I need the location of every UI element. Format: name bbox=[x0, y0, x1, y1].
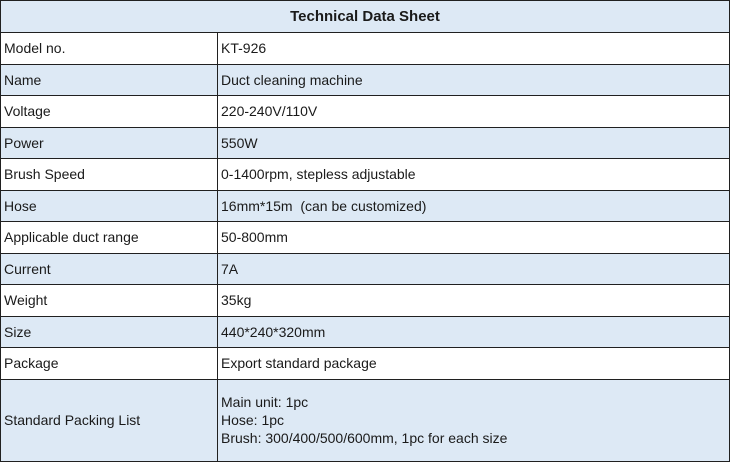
row-label: Size bbox=[1, 316, 218, 348]
row-value: 7A bbox=[218, 253, 730, 285]
row-label: Weight bbox=[1, 285, 218, 317]
row-value: 440*240*320mm bbox=[218, 316, 730, 348]
table-row bbox=[1, 379, 730, 461]
sheet-title: Technical Data Sheet bbox=[1, 1, 730, 33]
table-row bbox=[1, 316, 730, 348]
row-label: Brush Speed bbox=[1, 159, 218, 191]
table-row bbox=[1, 33, 730, 65]
row-label: Applicable duct range bbox=[1, 222, 218, 254]
row-label: Standard Packing List bbox=[1, 379, 218, 461]
table-row bbox=[1, 96, 730, 128]
row-value: KT-926 bbox=[218, 33, 730, 65]
table-row bbox=[1, 253, 730, 285]
row-value: 0-1400rpm, stepless adjustable bbox=[218, 159, 730, 191]
row-label: Voltage bbox=[1, 96, 218, 128]
row-label: Model no. bbox=[1, 33, 218, 65]
row-label: Current bbox=[1, 253, 218, 285]
row-value: 16mm*15m (can be customized) bbox=[218, 190, 730, 222]
table-row bbox=[1, 348, 730, 380]
row-value: Export standard package bbox=[218, 348, 730, 380]
row-value-multiline bbox=[218, 379, 730, 461]
table-row bbox=[1, 159, 730, 191]
table-row bbox=[1, 127, 730, 159]
title-row bbox=[1, 1, 730, 33]
packing-list-line: Brush: 300/400/500/600mm, 1pc for each size bbox=[221, 430, 508, 446]
packing-list-line: Hose: 1pc bbox=[221, 412, 285, 428]
row-value: 35kg bbox=[218, 285, 730, 317]
table-row bbox=[1, 222, 730, 254]
packing-list-line: Main unit: 1pc bbox=[221, 394, 309, 410]
row-label: Name bbox=[1, 64, 218, 96]
table-row bbox=[1, 190, 730, 222]
row-value: Duct cleaning machine bbox=[218, 64, 730, 96]
table-row bbox=[1, 64, 730, 96]
row-value: 550W bbox=[218, 127, 730, 159]
row-value: 50-800mm bbox=[218, 222, 730, 254]
row-value: 220-240V/110V bbox=[218, 96, 730, 128]
row-label: Hose bbox=[1, 190, 218, 222]
row-label: Power bbox=[1, 127, 218, 159]
row-label: Package bbox=[1, 348, 218, 380]
table-row bbox=[1, 285, 730, 317]
